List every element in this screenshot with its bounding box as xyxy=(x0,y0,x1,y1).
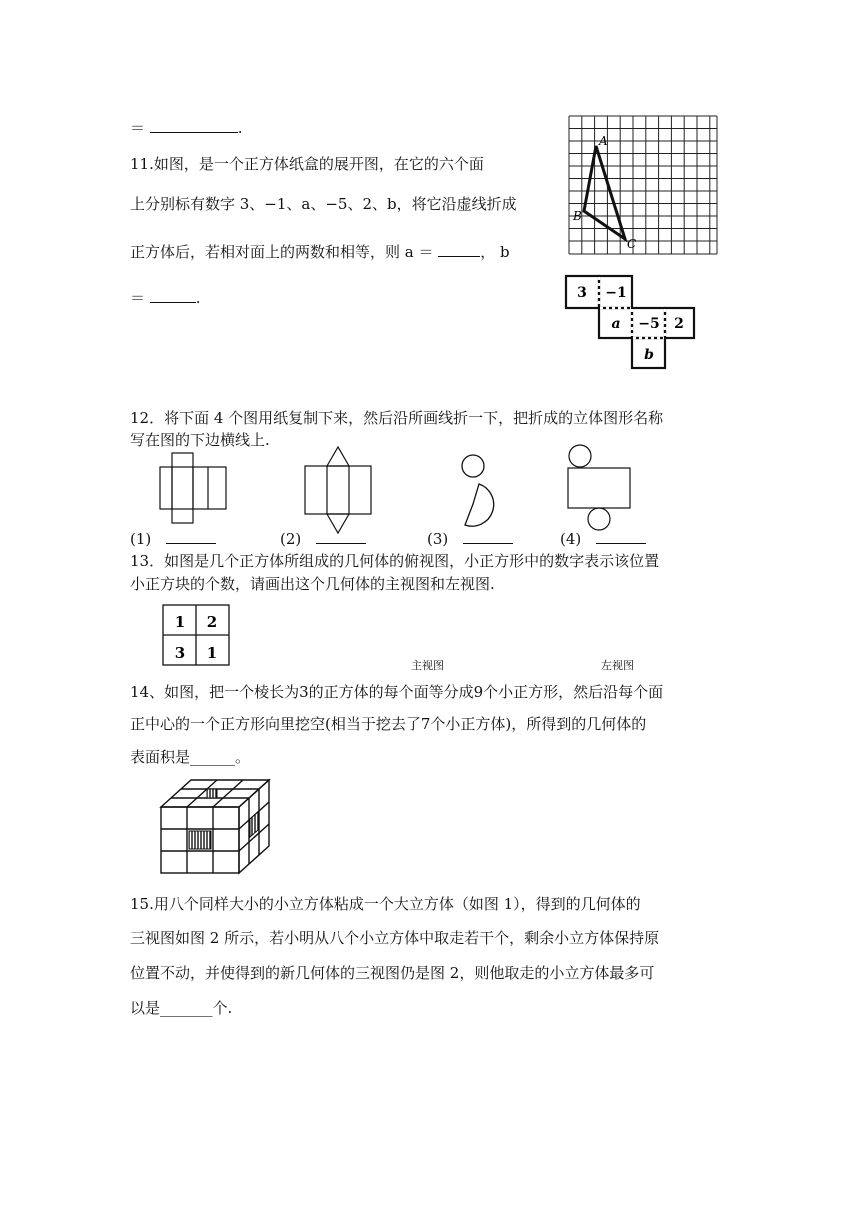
q15-line-2: 三视图如图 2 所示，若小明从八个小立方体中取走若干个，剩余小立方体保持原 xyxy=(130,929,660,947)
q15-line-1: 15.用八个同样大小的小立方体粘成一个大立方体（如图 1），得到的几何体的 xyxy=(130,895,641,913)
top-hollow xyxy=(207,789,217,798)
q10-equals: ＝ xyxy=(130,119,150,137)
label-b: B xyxy=(573,209,582,223)
q13-cell-2: 2 xyxy=(206,613,218,631)
q14-hollow-cube-figure xyxy=(158,777,274,875)
q12-blank-3 xyxy=(463,543,513,544)
net-face-3: 3 xyxy=(577,285,587,301)
q13-line-1: 13．如图是几个正方体所组成的几何体的俯视图，小正方形中的数字表示该位置 xyxy=(130,552,660,570)
q10-answer-line: ＝ . xyxy=(130,119,243,137)
q12-figure-2-prism-net xyxy=(302,444,374,536)
net-face-neg1: −1 xyxy=(605,285,627,301)
q11-blank-a xyxy=(438,256,480,257)
q14-line-3: 表面积是______。 xyxy=(130,748,251,766)
q11-line-1: 11.如图，是一个正方体纸盒的展开图，在它的六个面 xyxy=(130,155,484,173)
front-hollow xyxy=(189,831,211,849)
cube-net-figure xyxy=(563,272,698,372)
q11-blank-b xyxy=(150,302,196,303)
q11-equals: ＝ xyxy=(130,289,146,307)
q10-blank xyxy=(150,132,238,133)
q12-line-2: 写在图的下边横线上. xyxy=(130,431,270,449)
side-hollow xyxy=(250,812,258,837)
q12-blank-1 xyxy=(166,543,216,544)
label-c: C xyxy=(627,237,637,251)
q11-line-3-b: ， b xyxy=(480,243,510,261)
q11-line-2: 上分别标有数字 3、−1、a、−5、2、b，将它沿虚线折成 xyxy=(130,195,517,213)
q13-cell-4: 1 xyxy=(206,644,218,662)
q12-blank-4 xyxy=(596,543,646,544)
q13-line-2: 小正方块的个数，请画出这个几何体的主视图和左视图. xyxy=(130,575,495,593)
q12-item-2: (2) xyxy=(280,528,366,550)
left-view-label: 左视图 xyxy=(601,659,634,672)
front-view-label: 主视图 xyxy=(411,659,444,672)
q13-top-view-grid xyxy=(161,603,233,667)
q12-item-4: (4) xyxy=(560,528,646,550)
q15-line-3: 位置不动，并使得到的新几何体的三视图仍是图 2，则他取走的小立方体最多可 xyxy=(130,964,655,982)
label-a: A xyxy=(599,134,608,148)
q12-figure-3-cone-net xyxy=(452,452,502,534)
grid-triangle-figure xyxy=(567,114,721,258)
net-face-a: a xyxy=(611,316,621,332)
q12-line-1: 12．将下面 4 个图用纸复制下来，然后沿所画线折一下，把折成的立体图形名称 xyxy=(130,409,664,427)
net-face-b: b xyxy=(644,347,654,363)
q11-line-3-text: 正方体后，若相对面上的两数和相等，则 a ＝ xyxy=(130,243,434,261)
q13-cell-3: 3 xyxy=(174,644,186,662)
net-face-2: 2 xyxy=(674,316,684,332)
q14-line-2: 正中心的一个正方形向里挖空(相当于挖去了7个小正方体)，所得到的几何体的 xyxy=(130,715,647,733)
net-face-neg5: −5 xyxy=(638,316,660,332)
q11-line-3 xyxy=(130,241,510,263)
q11-line-4: ＝ . xyxy=(130,289,201,307)
q12-figure-4-cylinder-net xyxy=(566,442,636,532)
q12-item-1: (1) xyxy=(130,528,216,550)
q12-blank-2 xyxy=(316,543,366,544)
q13-cell-1: 1 xyxy=(174,613,186,631)
triangle-abc xyxy=(584,146,625,239)
q14-line-1: 14、如图，把一个棱长为3的正方体的每个面等分成9个小正方形，然后沿每个面 xyxy=(130,683,664,701)
q15-line-4: 以是_______个. xyxy=(130,999,233,1017)
q12-item-3: (3) xyxy=(427,528,513,550)
q12-figure-1-cube-net xyxy=(158,451,230,527)
